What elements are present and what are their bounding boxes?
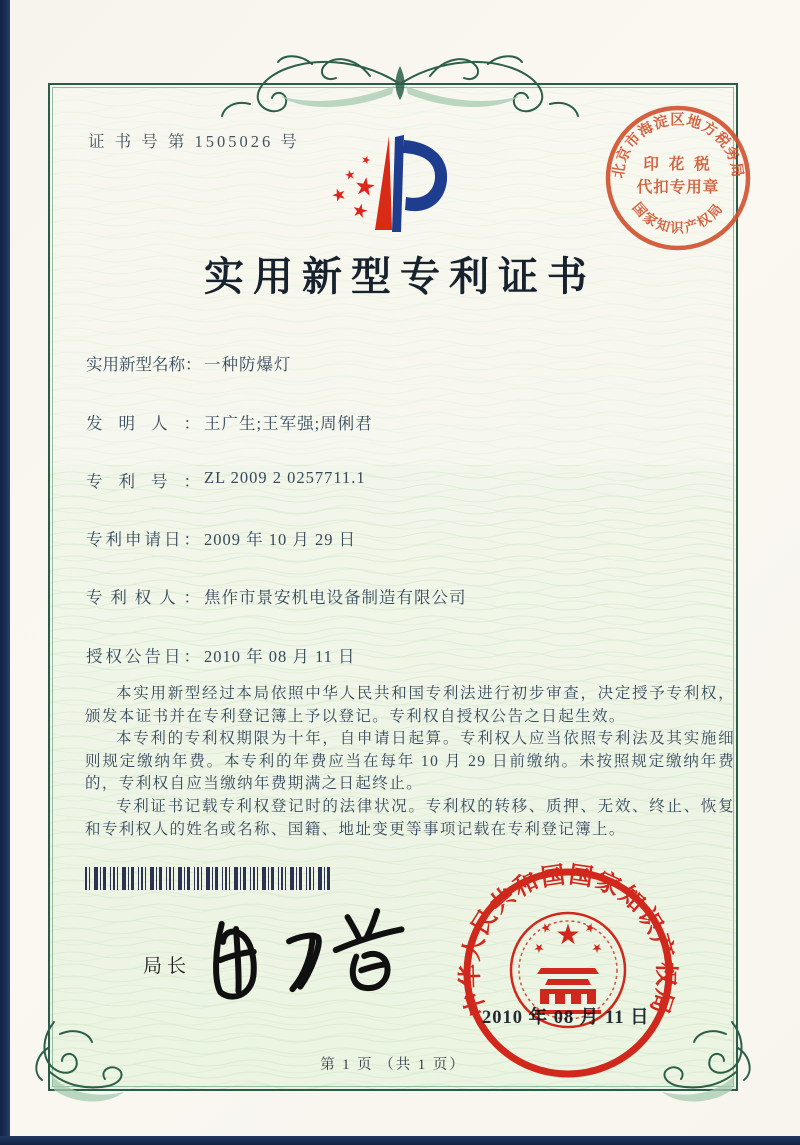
national-emblem-icon — [532, 922, 604, 1014]
field-value: 一种防爆灯 — [204, 355, 292, 374]
field-row — [86, 584, 467, 608]
field-label: 实用新型名称： — [86, 355, 202, 374]
sipo-logo-icon — [323, 131, 463, 239]
legal-paragraph: 专利证书记载专利权登记时的法律状况。专利权的转移、质押、无效、终止、恢复和专利权人的姓名或名称、国籍、地址变更等事项记载在专利登记簿上。 — [85, 797, 735, 838]
stamp-center-line1: 印 花 税 — [643, 156, 713, 173]
field-row — [86, 526, 356, 550]
page-footer: 第 1 页 （共 1 页） — [320, 1057, 466, 1073]
folder-cover-left-edge — [0, 0, 10, 1145]
field-value: 2009 年 10 月 29 日 — [204, 530, 357, 549]
field-row — [86, 410, 373, 434]
commissioner-title: 局长 — [143, 956, 192, 977]
field-row — [86, 643, 356, 667]
barcode — [85, 867, 333, 890]
field-label: 专利号： — [86, 472, 200, 491]
stamp-arc-top-text: 北京市海淀区地方税务局 — [610, 112, 746, 180]
legal-paragraph: 本实用新型经过本局依照中华人民共和国专利法进行初步审查，决定授予专利权，颁发本证书并在专利登记簿上予以登记。专利权自授权公告之日起生效。 — [85, 685, 735, 725]
certificate-number: 证 书 号 第 1505026 号 — [88, 132, 300, 151]
seal-date: 2010 年 08 月 11 日 — [482, 1008, 650, 1028]
certificate-title: 实用新型专利证书 — [204, 254, 596, 299]
field-value: 王广生;王军强;周俐君 — [204, 414, 373, 433]
field-value: ZL 2009 2 0257711.1 — [204, 468, 366, 487]
field-label: 发明人： — [86, 414, 200, 433]
field-label: 专利权人： — [86, 588, 200, 607]
stamp-arc-bottom-text: 国家知识产权局 — [629, 199, 727, 236]
field-row — [86, 468, 366, 492]
legal-paragraph: 本专利的专利权期限为十年，自申请日起算。专利权人应当依照专利法及其实施细则规定缴纳年费。本专利的年费应当在每年 10 月 29 日前缴纳。未按照规定缴纳年费的，专利权自应当缴纳年费期满之日起终止。 — [85, 730, 735, 793]
handwritten-signature — [198, 890, 418, 1018]
seal-ring-text: 中华人民共和国国家知识产权局 — [457, 862, 679, 1019]
top-border-flourish — [180, 50, 620, 126]
field-value: 焦作市景安机电设备制造有限公司 — [204, 588, 467, 607]
stamp-tax-seal — [597, 97, 759, 259]
svg-text:国家知识产权局 — [630, 199, 727, 235]
field-row — [86, 351, 292, 375]
stamp-center-line2: 代扣专用章 — [636, 179, 720, 196]
field-value: 2010 年 08 月 11 日 — [204, 647, 356, 666]
field-label: 授权公告日： — [86, 647, 200, 666]
legal-text — [85, 683, 735, 841]
field-label: 专利申请日： — [86, 530, 200, 549]
